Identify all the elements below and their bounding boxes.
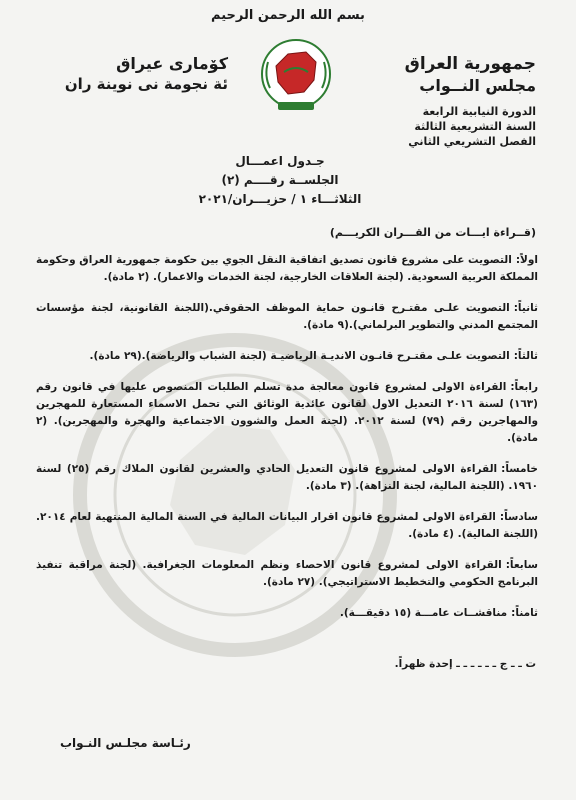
item-label: ثانياً: [513, 302, 538, 314]
agenda-item-4 [36, 379, 538, 447]
item-label: اولاً: [515, 254, 538, 266]
item-label: ثالثاً: [513, 350, 538, 362]
item-text: التصويت على مشروع قانون تصديق اتفاقية النقل الجوي بين حكومة جمهورية العراق وحكومة المملكة العربية السعودية. (لجنة العلاقات الخارجية، لجنة الخدمات والاعمار). (٢ مادة). [36, 254, 538, 283]
header-arabic [405, 54, 536, 95]
kurdish-council: ئة نجومة نى نوينة ران [64, 75, 228, 93]
item-label: رابعاً: [510, 381, 538, 393]
agenda-item-5 [36, 461, 538, 495]
agenda-item-8 [36, 605, 538, 622]
agenda-title: جـدول اعمـــال [235, 154, 325, 168]
item-text: التصويت علـى مقتـرح قانـون حماية الموظف الحقوقي.(اللجنة القانونية، لجنة مؤسسات المجتمع المدني والتطوير البرلماني).(٩ مادة). [36, 302, 538, 331]
item-text: القراءة الاولى لمشروع قانون اقرار البيانات المالية في السنة المالية المنتهية لعام ٢٠١٤. (اللجنة المالية). (٤ مادة). [36, 511, 538, 540]
agenda-items [36, 252, 538, 636]
session-year: السنة التشريعية الثالثة [414, 120, 536, 133]
item-label: خامساً: [501, 463, 538, 475]
item-text: التصويت علـى مقتـرح قانـون الانديـة الرياضيـة (لجنة الشباب والرياضة).(٢٩ مادة). [89, 350, 510, 362]
agenda-item-1 [36, 252, 538, 286]
quran-reading: (قــراءة ايـــات من القـــران الكريـــم) [329, 226, 536, 239]
country-name: جمهورية العراق [404, 54, 536, 74]
agenda-item-2 [36, 300, 538, 334]
agenda-item-6 [36, 509, 538, 543]
item-label: ثامناً: [511, 607, 538, 619]
agenda-date: الثلاثـــاء ١ / حزيـــران/٢٠٢١ [198, 192, 362, 206]
signature: رئـاسة مجلـس النـواب [60, 736, 191, 750]
agenda-heading [150, 152, 410, 209]
session-term: الدورة النيابية الرابعة [422, 105, 536, 118]
session-info [408, 104, 536, 149]
council-name: مجلس النــواب [419, 76, 536, 95]
closing-line: ت ـ ـ ج ـ ـ ـ ـ ـ ـ إحدة ظهراً. [394, 658, 536, 670]
parliament-logo-icon [258, 36, 334, 118]
item-text: القراءة الاولى لمشروع قانون معالجة مدة تسلم الطلبات المنصوص عليها في قانون رقم (١٦٣) لسنة ٢٠١٦ التعديل الاول لقانون عائدية الوثائق التي تحمل الاسماء المستعارة للمهجرين والمهاجرين رقم (٧٩) لسنة ٢٠١٢. (لجنة العمل والشوون الاجتماعية والهجرة والمهجرين). (٢ مادة). [36, 381, 538, 444]
item-label: سادساً: [499, 511, 538, 523]
agenda-item-3 [36, 348, 538, 365]
session-chapter: الفصل التشريعي الثاني [408, 135, 536, 148]
header-kurdish [38, 54, 228, 93]
item-text: مناقشــات عامـــة (١٥ دقيقـــة). [339, 607, 508, 619]
kurdish-country: كۆماری عیراق [116, 54, 228, 73]
item-text: القراءة الاولى لمشروع قانون الاحصاء ونظم المعلومات الجغرافية. (لجنة مراقبة تنفيذ البرنامج الحكومي والتخطيط الاستراتيجي). (٢٧ مادة). [36, 559, 538, 588]
agenda-item-7 [36, 557, 538, 591]
item-label: سابعاً: [505, 559, 538, 571]
agenda-session: الجلســة رقــــم (٢) [221, 173, 339, 187]
basmala: بسم الله الرحمن الرحيم [211, 8, 365, 23]
item-text: القراءة الاولى لمشروع قانون التعديل الحادي والعشرين لقانون الملاك رقم (٢٥) لسنة ١٩٦٠. (اللجنة المالية، لجنة النزاهة). (٣ مادة). [36, 463, 538, 492]
